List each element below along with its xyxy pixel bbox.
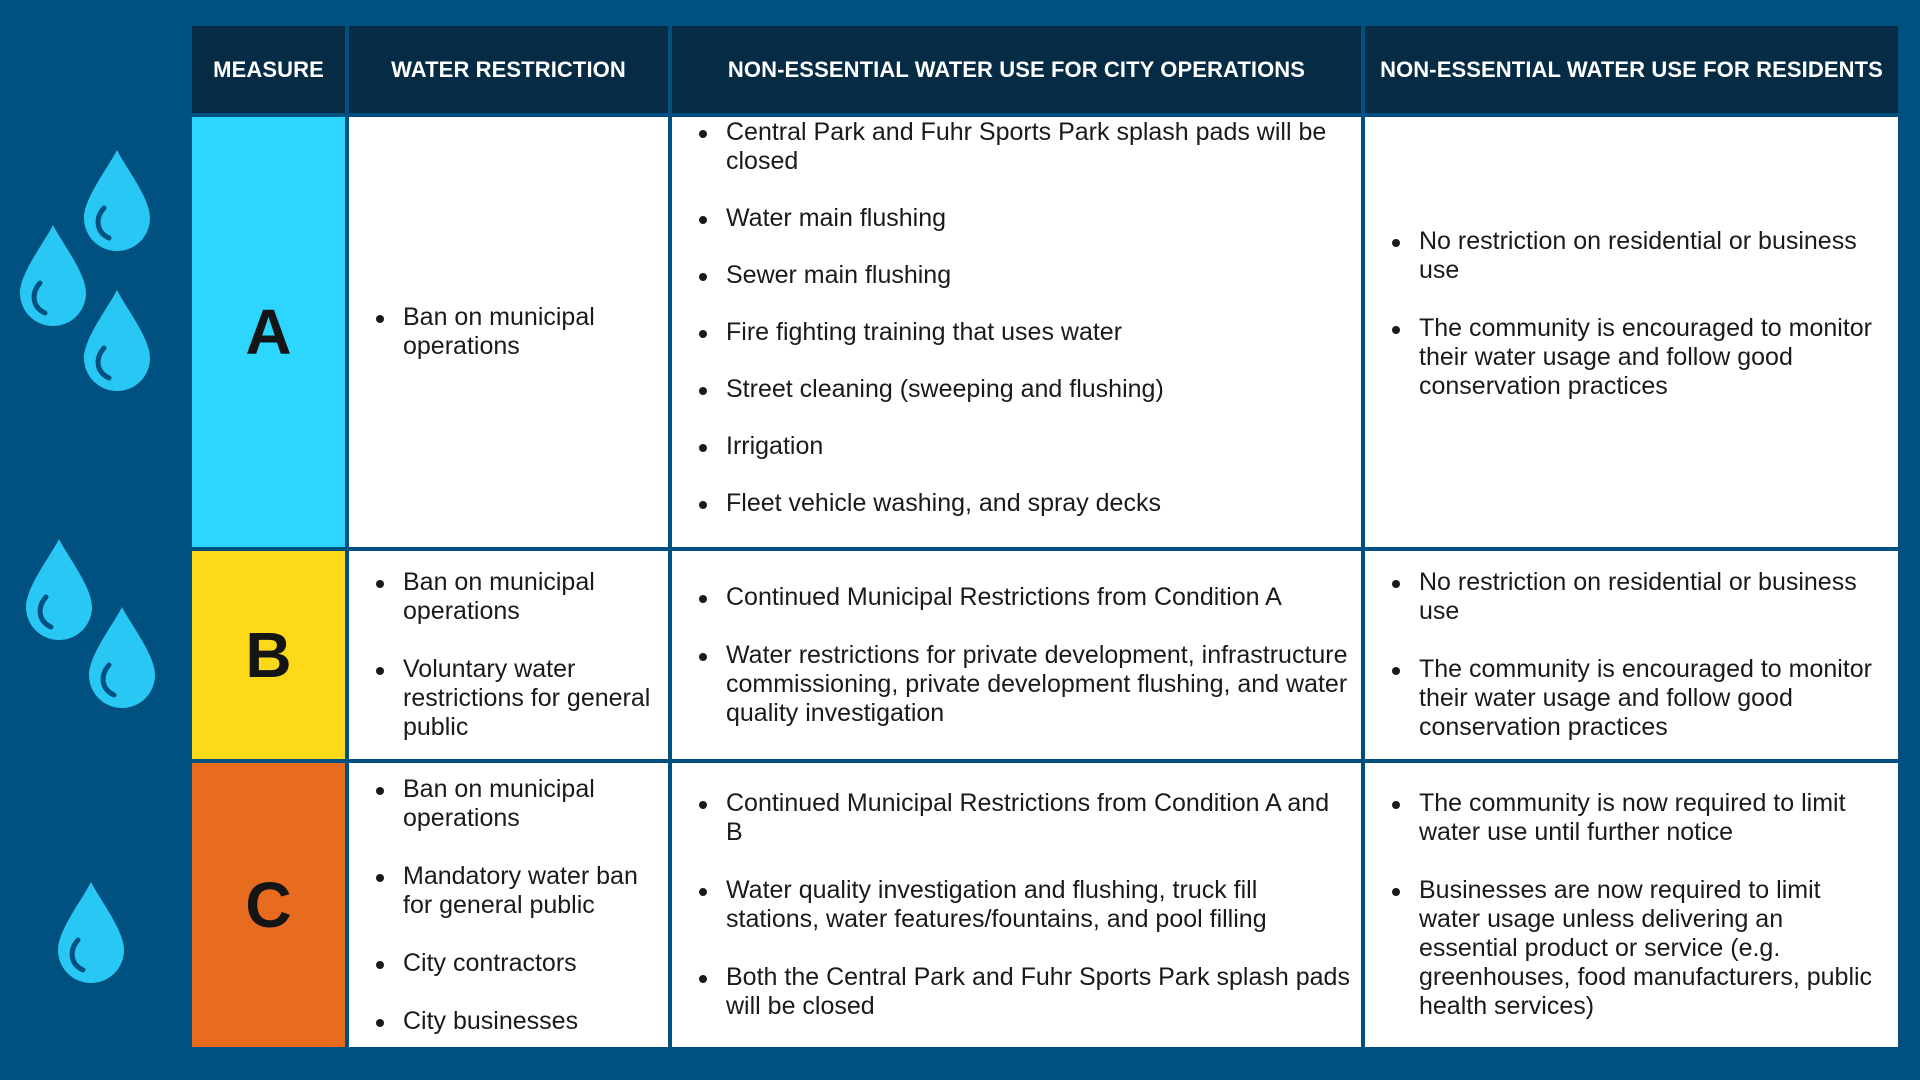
list-item: Ban on municipal operations: [376, 303, 658, 361]
list-item: Water restrictions for private development, infrastructure commissioning, private development flushing, and water quality investigation: [699, 641, 1351, 728]
restriction-a-cell: [349, 117, 668, 547]
residents-b-list: [1392, 568, 1888, 742]
list-item: No restriction on residential or business use: [1392, 568, 1888, 626]
list-item: Ban on municipal operations: [376, 568, 658, 626]
list-item: Voluntary water restrictions for general public: [376, 655, 658, 742]
restriction-c-list: [376, 775, 658, 1036]
list-item: The community is encouraged to monitor their water usage and follow good conservation practices: [1392, 655, 1888, 742]
list-item: Sewer main flushing: [699, 261, 1351, 290]
list-item: Both the Central Park and Fuhr Sports Park splash pads will be closed: [699, 963, 1351, 1021]
list-item: City businesses: [376, 1007, 658, 1036]
residents-c-cell: [1365, 763, 1898, 1047]
city-b-cell: [672, 551, 1361, 759]
list-item: Water main flushing: [699, 204, 1351, 233]
list-item: The community is now required to limit water use until further notice: [1392, 789, 1888, 847]
city-c-cell: [672, 763, 1361, 1047]
measure-a: A: [192, 117, 345, 547]
water-drop-icon: [18, 223, 88, 327]
list-item: Businesses are now required to limit water usage unless delivering an essential product or service (e.g. greenhouses, food manufacturers, public health services): [1392, 876, 1888, 1021]
water-drop-icon: [24, 537, 94, 641]
list-item: Water quality investigation and flushing, truck fill stations, water features/fountains, and pool filling: [699, 876, 1351, 934]
city-a-list: [699, 118, 1351, 546]
list-item: Mandatory water ban for general public: [376, 862, 658, 920]
list-item: Fire fighting training that uses water: [699, 318, 1351, 347]
restriction-b-cell: [349, 551, 668, 759]
residents-b-cell: [1365, 551, 1898, 759]
measure-c: C: [192, 763, 345, 1047]
list-item: Street cleaning (sweeping and flushing): [699, 375, 1351, 404]
water-drop-icon: [82, 288, 152, 392]
residents-a-cell: [1365, 117, 1898, 547]
city-a-cell: [672, 117, 1361, 547]
list-item: Continued Municipal Restrictions from Condition A and B: [699, 789, 1351, 847]
restriction-c-cell: [349, 763, 668, 1047]
list-item: City contractors: [376, 949, 658, 978]
restrictions-table: [192, 26, 1898, 1054]
list-item: Irrigation: [699, 432, 1351, 461]
header-measure: MEASURE: [192, 26, 345, 113]
list-item: Central Park and Fuhr Sports Park splash pads will be closed: [699, 118, 1351, 176]
restriction-a-list: [376, 303, 658, 361]
header-city-operations: NON-ESSENTIAL WATER USE FOR CITY OPERATIONS: [672, 26, 1361, 113]
water-drop-icon: [87, 605, 157, 709]
water-drop-icon: [82, 148, 152, 252]
city-c-list: [699, 789, 1351, 1021]
list-item: No restriction on residential or business use: [1392, 227, 1888, 285]
measure-b: B: [192, 551, 345, 759]
residents-a-list: [1392, 227, 1888, 401]
header-residents: NON-ESSENTIAL WATER USE FOR RESIDENTS: [1365, 26, 1898, 113]
list-item: The community is encouraged to monitor their water usage and follow good conservation practices: [1392, 314, 1888, 401]
list-item: Ban on municipal operations: [376, 775, 658, 833]
residents-c-list: [1392, 789, 1888, 1021]
water-drop-icon: [56, 880, 126, 984]
header-water-restriction: WATER RESTRICTION: [349, 26, 668, 113]
restriction-b-list: [376, 568, 658, 742]
list-item: Fleet vehicle washing, and spray decks: [699, 489, 1351, 518]
city-b-list: [699, 583, 1351, 728]
list-item: Continued Municipal Restrictions from Condition A: [699, 583, 1351, 612]
